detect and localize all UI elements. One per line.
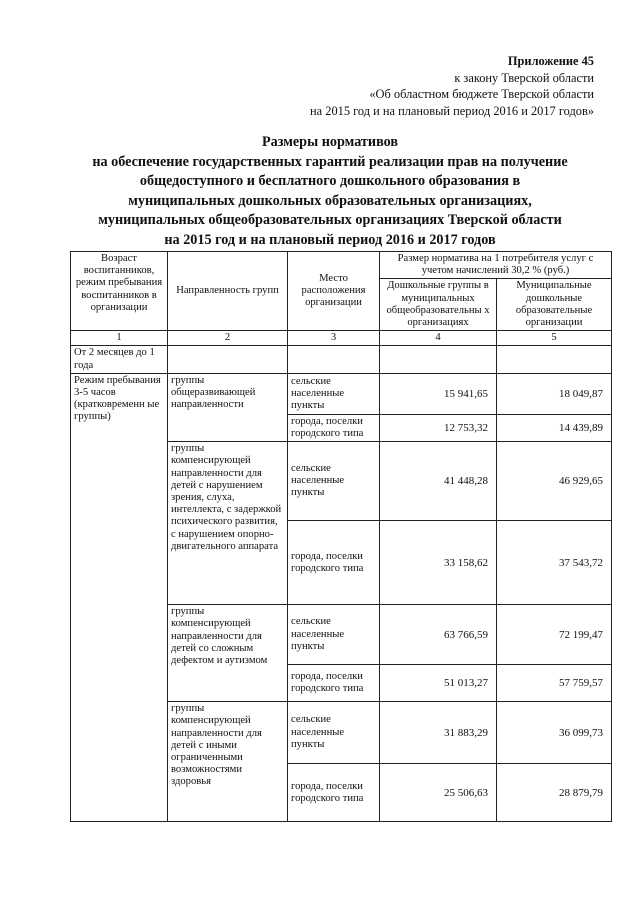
location-cell: города, поселки городского типа xyxy=(288,764,380,822)
col-number: 1 xyxy=(71,331,168,346)
title-line: муниципальных общеобразовательных организациях Тверской области xyxy=(98,212,562,229)
col-number: 5 xyxy=(497,331,612,346)
value-col5: 18 049,87 xyxy=(497,373,612,414)
location-cell: сельские населенные пункты xyxy=(288,605,380,665)
col-number: 3 xyxy=(288,331,380,346)
location-cell: сельские населенные пункты xyxy=(288,442,380,521)
value-col4: 51 013,27 xyxy=(380,665,497,702)
location-cell: города, поселки городского типа xyxy=(288,414,380,441)
header-norm-size: Размер норматива на 1 потребителя услуг с учетом начислений 30,2 % (руб.) xyxy=(380,252,612,279)
age-label: От 2 месяцев до 1 года xyxy=(71,346,168,373)
appendix-line: к закону Тверской области xyxy=(454,70,594,85)
title-line: муниципальных дошкольных образовательных организациях, xyxy=(128,192,532,209)
title-line: на 2015 год и на плановый период 2016 и 2017 годов xyxy=(164,231,496,248)
title-line: общедоступного и бесплатного дошкольного образования в xyxy=(139,173,521,190)
value-col4: 12 753,32 xyxy=(380,414,497,441)
value-col4: 63 766,59 xyxy=(380,605,497,665)
title-line: Размеры нормативов xyxy=(261,134,399,150)
value-col5: 14 439,89 xyxy=(497,414,612,441)
value-col4: 31 883,29 xyxy=(380,702,497,764)
value-col4: 33 158,62 xyxy=(380,521,497,605)
header-group-type: Направленность групп xyxy=(168,252,288,331)
empty-cell xyxy=(380,346,497,373)
title-line: на обеспечение государственных гарантий реализации прав на получение xyxy=(92,153,568,170)
value-col4: 41 448,28 xyxy=(380,442,497,521)
header-col4: Дошкольные группы в муниципальных общеобразовательны х организациях xyxy=(380,279,497,331)
appendix-line: «Об областном бюджете Тверской области xyxy=(369,87,594,101)
col-number: 4 xyxy=(380,331,497,346)
value-col5: 46 929,65 xyxy=(497,442,612,521)
norms-table xyxy=(70,251,612,822)
location-cell: города, поселки городского типа xyxy=(288,665,380,702)
mode-label: Режим пребывания 3-5 часов (кратковременн ые группы) xyxy=(71,373,168,821)
location-cell: города, поселки городского типа xyxy=(288,521,380,605)
appendix-number: Приложение 45 xyxy=(507,54,594,68)
empty-cell xyxy=(497,346,612,373)
value-col4: 25 506,63 xyxy=(380,764,497,822)
empty-cell xyxy=(168,346,288,373)
value-col5: 37 543,72 xyxy=(497,521,612,605)
empty-cell xyxy=(288,346,380,373)
location-cell: сельские населенные пункты xyxy=(288,373,380,414)
appendix-line: на 2015 год и на плановый период 2016 и 2017 годов» xyxy=(310,103,594,118)
value-col5: 57 759,57 xyxy=(497,665,612,702)
group-name: группы компенсирующей направленности для детей со сложным дефектом и аутизмом xyxy=(168,605,288,702)
header-age-mode: Возраст воспитанников, режим пребывания воспитанников в организации xyxy=(71,252,168,331)
header-col5: Муниципальные дошкольные образовательные организации xyxy=(497,279,612,331)
document-title xyxy=(60,133,600,251)
group-name: группы общеразвивающей направленности xyxy=(168,373,288,441)
header-location: Место расположения организации xyxy=(288,252,380,331)
group-name: группы компенсирующей направленности для детей с нарушением зрения, слуха, интеллекта, с задержкой психического развития, с нарушением опорно-двигательного аппарата xyxy=(168,442,288,605)
appendix-header xyxy=(310,53,594,119)
value-col5: 72 199,47 xyxy=(497,605,612,665)
group-name: группы компенсирующей направленности для детей с иными ограниченными возможностями здоровья xyxy=(168,702,288,822)
value-col4: 15 941,65 xyxy=(380,373,497,414)
location-cell: сельские населенные пункты xyxy=(288,702,380,764)
value-col5: 28 879,79 xyxy=(497,764,612,822)
value-col5: 36 099,73 xyxy=(497,702,612,764)
col-number: 2 xyxy=(168,331,288,346)
